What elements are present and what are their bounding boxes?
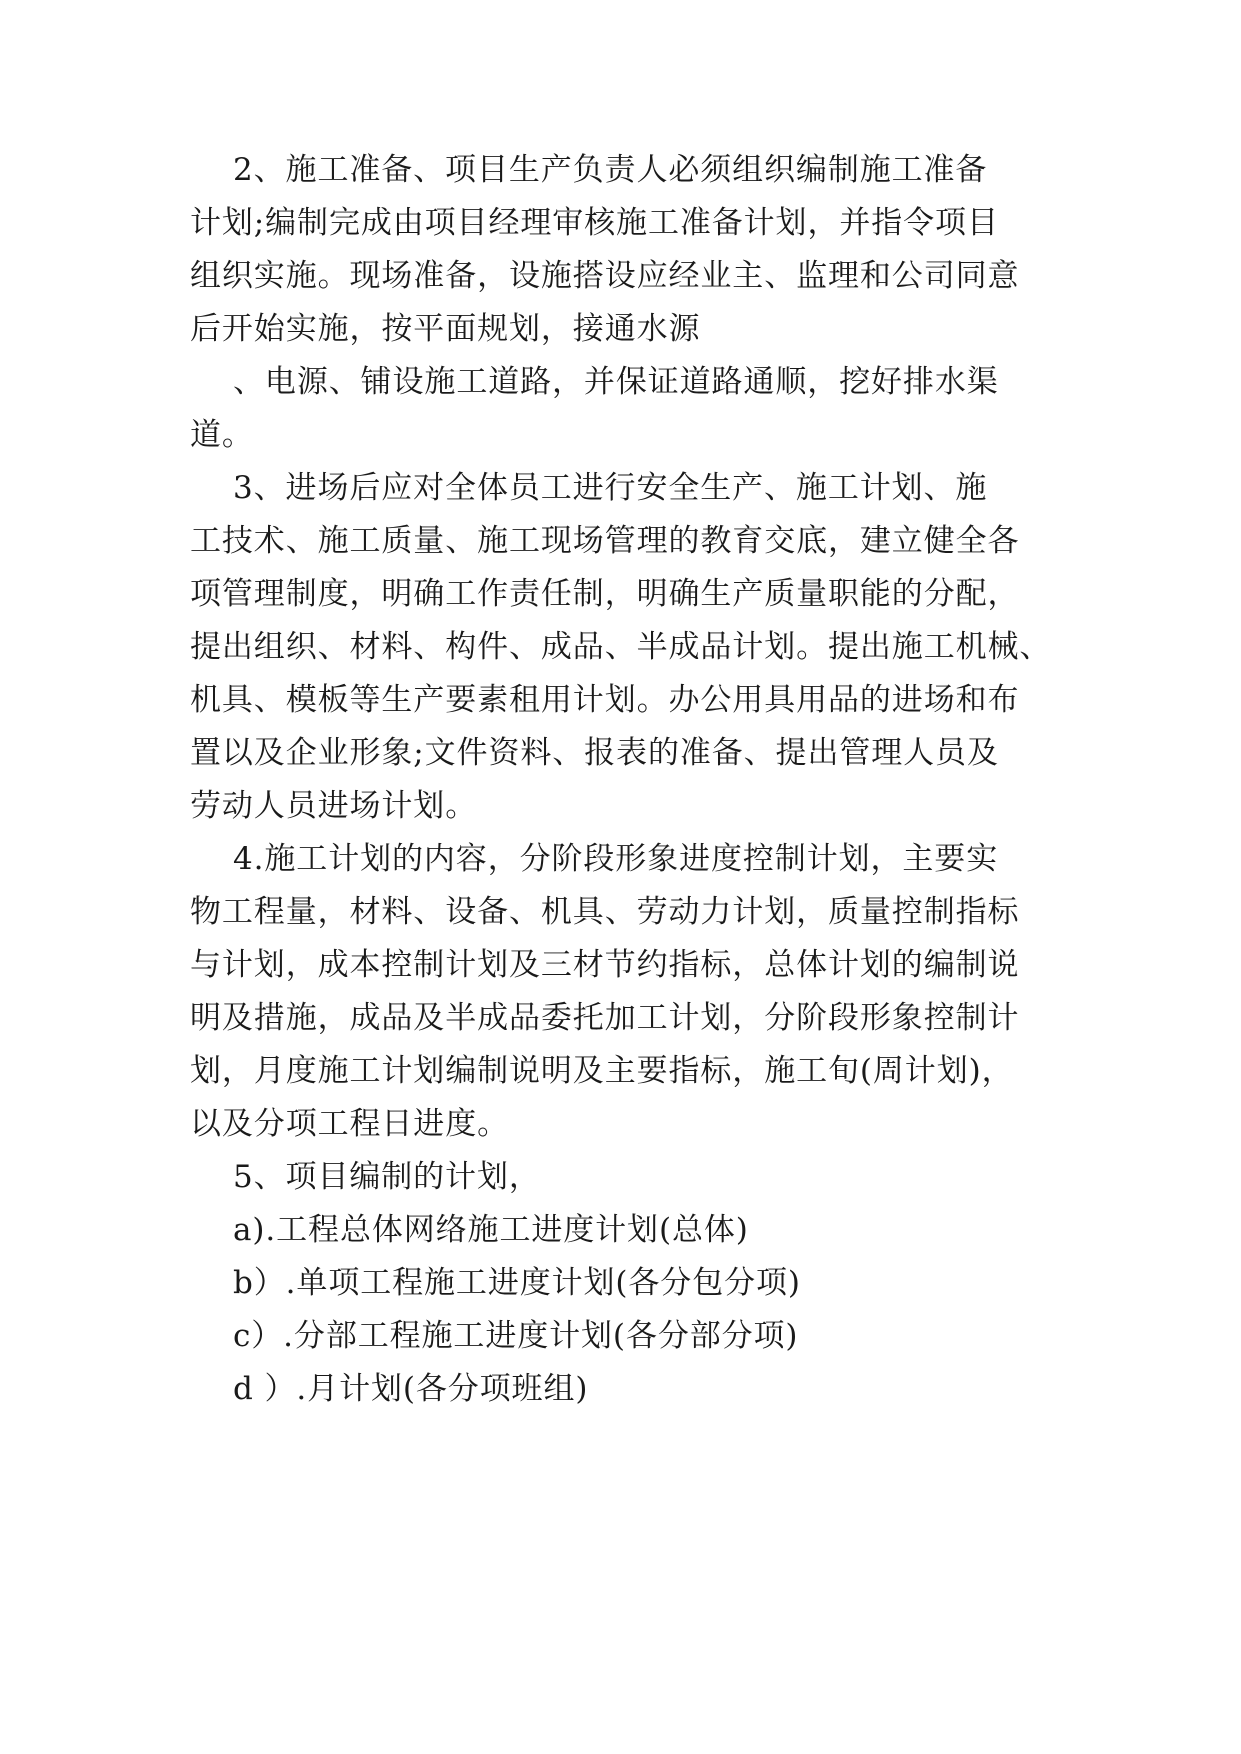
text-line-3: 组织实施。现场准备，设施搭设应经业主、监理和公司同意: [190, 258, 1020, 294]
text-line-5: 、电源、铺设施工道路，并保证道路通顺，挖好排水渠: [190, 364, 999, 400]
text-line-9: 项管理制度，明确工作责任制，明确生产质量职能的分配，: [190, 576, 1020, 612]
text-line-15: 物工程量，材料、设备、机具、劳动力计划，质量控制指标: [190, 894, 1020, 930]
text-line-18: 划，月度施工计划编制说明及主要指标，施工旬(周计划)，: [190, 1053, 1014, 1089]
text-line-22: b）.单项工程施工进度计划(各分包分项): [190, 1265, 801, 1301]
text-line-12: 置以及企业形象;文件资料、报表的准备、提出管理人员及: [190, 735, 999, 771]
text-line-11: 机具、模板等生产要素租用计划。办公用具用品的进场和布: [190, 682, 1020, 718]
text-line-10: 提出组织、材料、构件、成品、半成品计划。提出施工机械、: [190, 629, 1052, 665]
text-line-1: 2、施工准备、项目生产负责人必须组织编制施工准备: [190, 152, 988, 188]
text-line-16: 与计划，成本控制计划及三材节约指标，总体计划的编制说: [190, 947, 1020, 983]
text-line-4: 后开始实施，按平面规划，接通水源: [190, 311, 701, 347]
text-line-20: 5、项目编制的计划，: [190, 1159, 541, 1195]
text-line-6: 道。: [190, 417, 254, 453]
text-line-2: 计划;编制完成由项目经理审核施工准备计划，并指令项目: [190, 205, 999, 241]
text-line-19: 以及分项工程日进度。: [190, 1106, 509, 1142]
text-line-17: 明及措施，成品及半成品委托加工计划，分阶段形象控制计: [190, 1000, 1020, 1036]
text-line-13: 劳动人员进场计划。: [190, 788, 478, 824]
text-line-7: 3、进场后应对全体员工进行安全生产、施工计划、施: [190, 470, 988, 506]
text-line-14: 4.施工计划的内容，分阶段形象进度控制计划，主要实: [190, 841, 999, 877]
text-line-8: 工技术、施工质量、施工现场管理的教育交底，建立健全各: [190, 523, 1020, 559]
text-line-23: c）.分部工程施工进度计划(各分部分项): [190, 1318, 799, 1354]
text-line-21: a).工程总体网络施工进度计划(总体): [190, 1212, 749, 1248]
text-line-24: d ）.月计划(各分项班组): [190, 1371, 589, 1407]
